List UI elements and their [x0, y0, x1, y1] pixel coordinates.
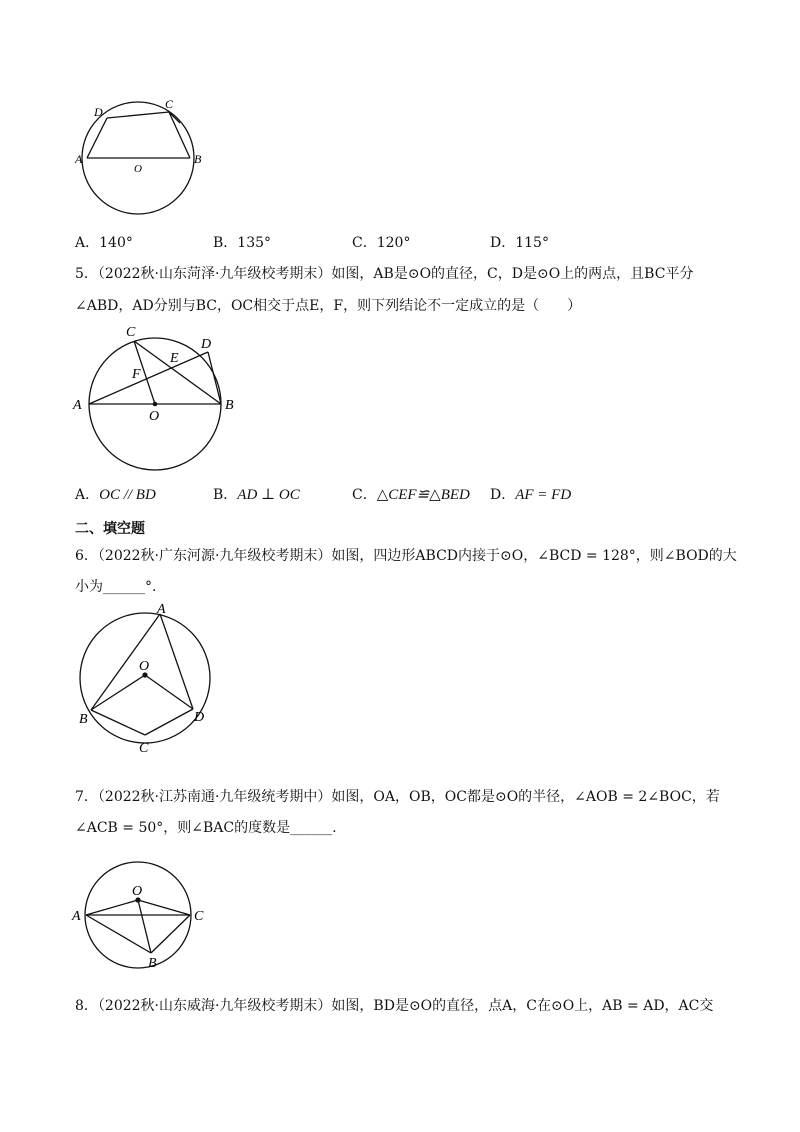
- option-letter: A．: [75, 487, 100, 503]
- q5-label-E: E: [170, 351, 179, 366]
- option-letter: D．: [490, 487, 516, 503]
- q4-option-b[interactable]: [213, 232, 271, 252]
- q6-label-A: A: [157, 602, 166, 617]
- option-value: OC // BD: [99, 487, 156, 503]
- q5-stem-line2: ∠ABD，AD分别与BC，OC相交于点E，F，则下列结论不一定成立的是（ ）: [75, 298, 582, 314]
- section-title: 二、填空题: [75, 521, 145, 537]
- option-value: AD ⊥ OC: [237, 487, 300, 503]
- q4-figure: [70, 92, 220, 222]
- q5-label-C: C: [126, 325, 136, 340]
- q7-label-C: C: [194, 909, 204, 924]
- q6-label-D: D: [194, 710, 205, 725]
- q4-option-c[interactable]: [352, 232, 410, 252]
- option-value: 115°: [515, 235, 549, 251]
- option-letter: C．: [352, 487, 377, 503]
- q4-label-A: A: [75, 152, 83, 166]
- q6-label-C: C: [139, 741, 149, 756]
- option-value: 135°: [237, 235, 272, 251]
- q5-label-O: O: [149, 409, 160, 424]
- q5-option-b[interactable]: [213, 484, 300, 504]
- option-value: 140°: [99, 235, 133, 251]
- option-value: △CEF≌△BED: [376, 487, 470, 503]
- q7-figure: [70, 845, 220, 975]
- q8-stem-line1: 8．（2022秋·山东威海·九年级校考期末）如图，BD是⊙O的直径，点A，C在⊙O上，AB = AD，AC交: [75, 998, 714, 1014]
- option-letter: C．: [352, 235, 377, 251]
- q6-stem-line2: 小为______°.: [75, 579, 157, 595]
- option-letter: A．: [75, 235, 100, 251]
- q6-label-O: O: [139, 659, 150, 674]
- q6-stem-line1: 6．（2022秋·广东河源·九年级校考期末）如图，四边形ABCD内接于⊙O，∠BCD = 128°，则∠BOD的大: [75, 548, 737, 564]
- q4-label-B: B: [194, 152, 202, 166]
- q7-label-A: A: [72, 909, 81, 924]
- q5-option-c[interactable]: [352, 484, 470, 504]
- q6-figure: [75, 600, 225, 760]
- q5-label-B: B: [225, 398, 234, 413]
- option-letter: B．: [213, 487, 238, 503]
- q5-figure: [70, 320, 245, 480]
- q5-stem-line1: 5．（2022秋·山东菏泽·九年级校考期末）如图，AB是⊙O的直径，C，D是⊙O上的两点，且BC平分: [75, 266, 694, 282]
- q4-option-a[interactable]: [75, 232, 133, 252]
- q7-label-B: B: [148, 956, 157, 971]
- q4-label-C: C: [165, 97, 174, 111]
- q5-label-A: A: [73, 398, 82, 413]
- q5-label-F: F: [132, 367, 141, 382]
- q6-label-B: B: [79, 712, 88, 727]
- q5-option-d[interactable]: [490, 484, 571, 504]
- q7-stem-line2: ∠ACB = 50°，则∠BAC的度数是______.: [75, 820, 337, 836]
- q4-option-d[interactable]: [490, 232, 549, 252]
- option-letter: B．: [213, 235, 238, 251]
- option-value: 120°: [376, 235, 411, 251]
- option-value: AF = FD: [515, 487, 572, 503]
- q7-label-O: O: [132, 884, 143, 899]
- q4-label-D: D: [94, 105, 103, 119]
- q5-label-D: D: [201, 337, 212, 352]
- q7-stem-line1: 7．（2022秋·江苏南通·九年级统考期中）如图，OA，OB，OC都是⊙O的半径，∠AOB = 2∠BOC，若: [75, 789, 720, 805]
- option-letter: D．: [490, 235, 516, 251]
- q4-label-O: O: [134, 163, 142, 175]
- q5-option-a[interactable]: [75, 484, 156, 504]
